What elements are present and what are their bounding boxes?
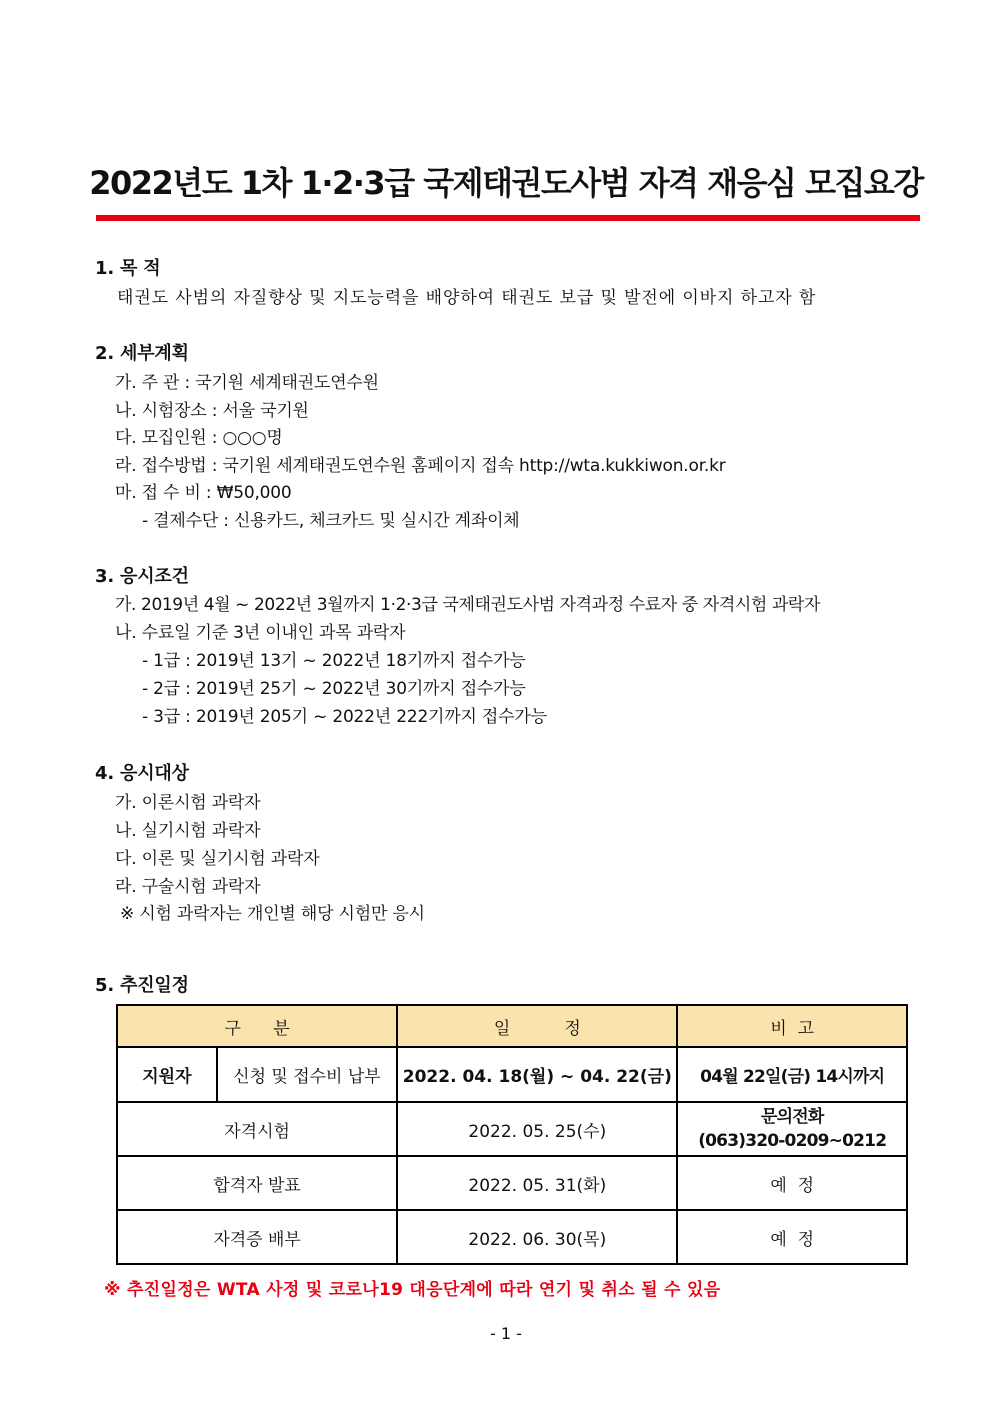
section-4-item-c: 다. 이론 및 실기시험 과락자 <box>115 849 320 869</box>
table-row <box>117 1210 907 1264</box>
announcement-item-cell: 합격자 발표 <box>117 1156 397 1210</box>
section-2-item-fee: 마. 접 수 비 : ₩50,000 <box>115 483 292 503</box>
schedule-table <box>116 1004 908 1265</box>
certificate-date-cell: 2022. 06. 30(목) <box>397 1210 677 1264</box>
section-4-heading: 4. 응시대상 <box>95 763 189 784</box>
certificate-item-cell: 자격증 배부 <box>117 1210 397 1264</box>
section-3-grade-1: - 1급 : 2019년 13기 ~ 2022년 18기까지 접수가능 <box>142 651 526 671</box>
announcement-date-cell: 2022. 05. 31(화) <box>397 1156 677 1210</box>
section-3-grade-3: - 3급 : 2019년 205기 ~ 2022년 222기까지 접수가능 <box>142 707 547 727</box>
section-2-heading: 2. 세부계획 <box>95 343 189 364</box>
contact-label: 문의전화 <box>760 1107 824 1127</box>
announcement-note-cell: 예 정 <box>677 1156 907 1210</box>
table-row <box>117 1047 907 1102</box>
section-5-heading: 5. 추진일정 <box>95 975 189 996</box>
section-4-item-b: 나. 실기시험 과락자 <box>115 821 261 841</box>
exam-note-cell <box>677 1102 907 1156</box>
exam-item-cell: 자격시험 <box>117 1102 397 1156</box>
section-3-item-b: 나. 수료일 기준 3년 이내인 과목 과락자 <box>115 623 406 643</box>
header-schedule: 일 정 <box>397 1005 677 1047</box>
section-3-item-a: 가. 2019년 4월 ~ 2022년 3월까지 1·2·3급 국제태권도사범 자격과정 수료자 중 자격시험 과락자 <box>115 595 820 615</box>
certificate-note-cell: 예 정 <box>677 1210 907 1264</box>
schedule-notice: ※ 추진일정은 WTA 사정 및 코로나19 대응단계에 따라 연기 및 취소 될 수 있음 <box>104 1280 721 1300</box>
section-3-grade-2: - 2급 : 2019년 25기 ~ 2022년 30기까지 접수가능 <box>142 679 526 699</box>
header-category: 구 분 <box>117 1005 397 1047</box>
applicant-group-cell: 지원자 <box>117 1047 217 1102</box>
schedule-header-row <box>117 1005 907 1047</box>
application-item-cell: 신청 및 접수비 납부 <box>217 1047 397 1102</box>
section-1-text: 태권도 사범의 자질향상 및 지도능력을 배양하여 태권도 보급 및 발전에 이바지 하고자 함 <box>117 288 817 308</box>
application-note-cell: 04월 22일(금) 14시까지 <box>677 1047 907 1102</box>
section-4-item-d: 라. 구술시험 과락자 <box>115 877 261 897</box>
page-number: - 1 - <box>490 1324 522 1343</box>
document-title: 2022년도 1차 1·2·3급 국제태권도사범 자격 재응심 모집요강 <box>89 164 923 202</box>
section-2-item-recruit: 다. 모집인원 : ○○○명 <box>115 428 283 448</box>
section-4-note: ※ 시험 과락자는 개인별 해당 시험만 응시 <box>120 904 425 924</box>
exam-date-cell: 2022. 05. 25(수) <box>397 1102 677 1156</box>
header-note: 비 고 <box>677 1005 907 1047</box>
section-4-item-a: 가. 이론시험 과락자 <box>115 793 261 813</box>
section-2-item-method: 라. 접수방법 : 국기원 세계태권도연수원 홈페이지 접속 http://wta.kukkiwon.or.kr <box>115 456 726 476</box>
contact-phone: (063)320-0209~0212 <box>698 1131 887 1151</box>
table-row <box>117 1102 907 1156</box>
section-1-heading: 1. 목 적 <box>95 258 161 279</box>
section-2-item-venue: 나. 시험장소 : 서울 국기원 <box>115 401 309 421</box>
application-date-cell: 2022. 04. 18(월) ~ 04. 22(금) <box>397 1047 677 1102</box>
title-underline <box>96 215 920 221</box>
table-row <box>117 1156 907 1210</box>
section-2-item-payment: - 결제수단 : 신용카드, 체크카드 및 실시간 계좌이체 <box>142 511 520 531</box>
section-2-item-organizer: 가. 주 관 : 국기원 세계태권도연수원 <box>115 373 379 393</box>
section-3-heading: 3. 응시조건 <box>95 566 189 587</box>
